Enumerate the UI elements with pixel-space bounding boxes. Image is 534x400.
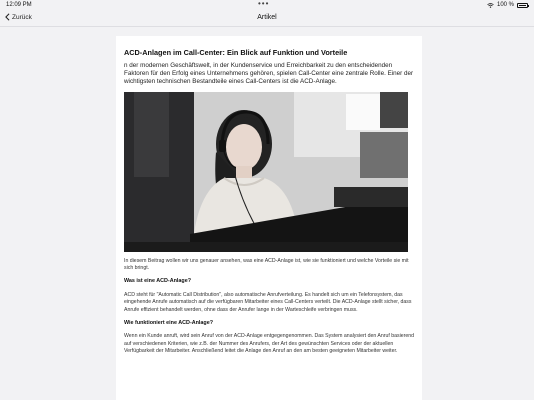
status-right <box>487 2 528 8</box>
article-paragraph: ACD steht für "Automatic Call Distribution", also automatische Anrufverteilung. Es handelt sich um ein Telefonsystem, das eingehende Anrufe automatisch auf die verfügbaren Mitarbeiter eines Call-Centers verteilt. Die ACD-Anlage stellt sicher, dass Anrufe effizient behandelt werden, ohne dass der Anrufer lange in der Warteschleife verbringen muss. <box>124 291 412 313</box>
battery-icon <box>517 3 528 8</box>
navigation-bar <box>0 10 534 27</box>
page-title: Artikel <box>257 14 277 21</box>
battery-percent: 100 % <box>496 2 514 8</box>
article-card <box>116 36 422 400</box>
section-heading: Wie funktioniert eine ACD-Anlage? <box>124 320 214 327</box>
back-label: Zurück <box>12 13 32 21</box>
status-bar <box>0 0 534 10</box>
article-title: ACD-Anlagen im Call-Center: Ein Blick auf Funktion und Vorteile <box>124 48 348 57</box>
call-center-agent-photo <box>124 92 408 252</box>
wifi-icon <box>487 3 494 8</box>
article-paragraph: Wenn ein Kunde anruft, wird sein Anruf von der ACD-Anlage entgegengenommen. Das System analysiert den Anruf basierend auf verschiedenen Kriterien, wie z.B. der Nummer des Anrufers, der Art des gewünschten Services oder der aktuellen Verfügbarkeit der Mitarbeiter. Anschließend leitet die Anlage den Anruf an den am besten geeigneten Mitarbeiter weiter. <box>124 333 414 355</box>
article-image <box>124 92 408 252</box>
status-time: 12:09 PM <box>6 2 32 8</box>
section-heading: Was ist eine ACD-Anlage? <box>124 278 191 285</box>
article-intro: n der modernen Geschäftswelt, in der Kundenservice und Erreichbarkeit zu den entscheidenden Faktoren für den Erfolg eines Unternehmens gehören, spielen Call-Center eine zentrale Rolle. Einer der wichtigsten technischen Bestandteile eines Call-Centers ist die ACD-Anlage. <box>124 62 414 86</box>
article-paragraph: In diesem Beitrag wollen wir uns genauer ansehen, was eine ACD-Anlage ist, wie sie funktioniert und welche Vorteile sie mit sich bringt. <box>124 257 409 272</box>
multitask-dots-icon[interactable]: ••• <box>258 0 270 8</box>
